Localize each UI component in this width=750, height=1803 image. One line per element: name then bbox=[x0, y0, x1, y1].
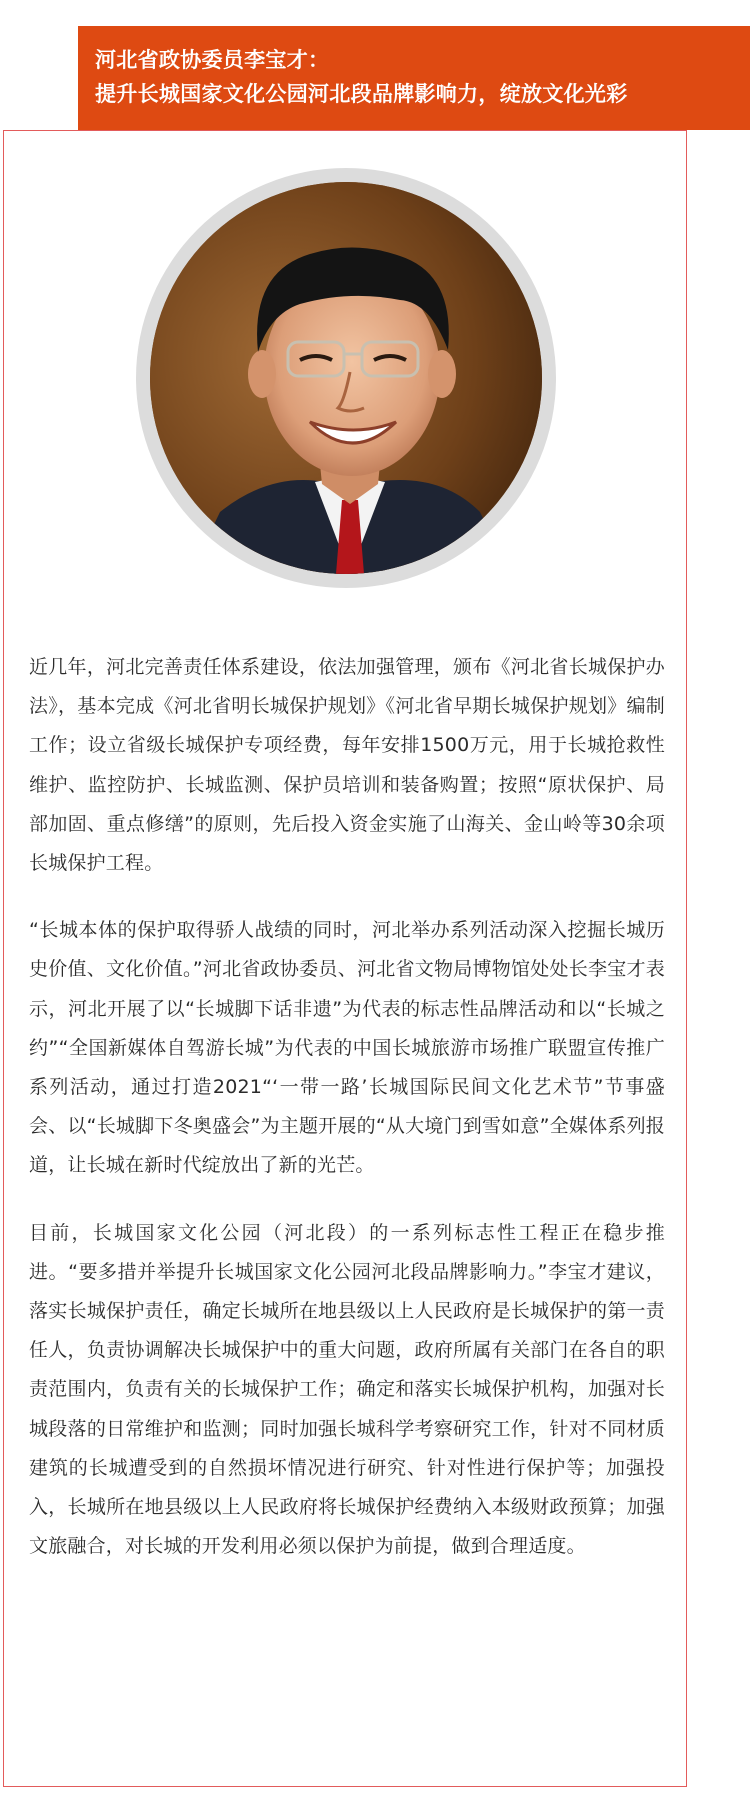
paragraph-1: 近几年，河北完善责任体系建设，依法加强管理，颁布《河北省长城保护办法》，基本完成《河北省明长城保护规划》《河北省早期长城保护规划》编制工作；设立省级长城保护专项经费，每年安排1500万元，用于长城抢救性维护、监控防护、长城监测、保护员培训和装备购置；按照“原状保护、局部加固、重点修缮”的原则，先后投入资金实施了山海关、金山岭等30余项长城保护工程。 bbox=[29, 656, 665, 875]
right-ear bbox=[428, 350, 456, 398]
title-line-1: 河北省政协委员李宝才： bbox=[95, 48, 330, 72]
article-body bbox=[29, 648, 665, 1594]
portrait-illustration bbox=[150, 182, 542, 574]
paragraph-2: “长城本体的保护取得骄人战绩的同时，河北举办系列活动深入挖掘长城历史价值、文化价值。”河北省政协委员、河北省文物局博物馆处处长李宝才表示，河北开展了以“长城脚下话非遗”为代表的标志性品牌活动和以“长城之约”“全国新媒体自驾游长城”为代表的中国长城旅游市场推广联盟宣传推广系列活动，通过打造2021“‘一带一路’长城国际民间文化艺术节”节事盛会、以“长城脚下冬奥盛会”为主题开展的“从大境门到雪如意”全媒体系列报道，让长城在新时代绽放出了新的光芒。 bbox=[29, 919, 665, 1177]
left-ear bbox=[248, 350, 276, 398]
portrait-ring bbox=[136, 168, 556, 588]
title-line-2: 提升长城国家文化公园河北段品牌影响力，绽放文化光彩 bbox=[95, 82, 628, 106]
portrait-photo bbox=[150, 182, 542, 574]
title-banner bbox=[78, 26, 750, 130]
paragraph-3: 目前，长城国家文化公园（河北段）的一系列标志性工程正在稳步推进。“要多措并举提升长城国家文化公园河北段品牌影响力。”李宝才建议，落实长城保护责任，确定长城所在地县级以上人民政府是长城保护的第一责任人，负责协调解决长城保护中的重大问题，政府所属有关部门在各自的职责范围内，负责有关的长城保护工作；确定和落实长城保护机构，加强对长城段落的日常维护和监测；同时加强长城科学考察研究工作，针对不同材质建筑的长城遭受到的自然损坏情况进行研究、针对性进行保护等；加强投入，长城所在地县级以上人民政府将长城保护经费纳入本级财政预算；加强文旅融合，对长城的开发利用必须以保护为前提，做到合理适度。 bbox=[29, 1221, 665, 1558]
